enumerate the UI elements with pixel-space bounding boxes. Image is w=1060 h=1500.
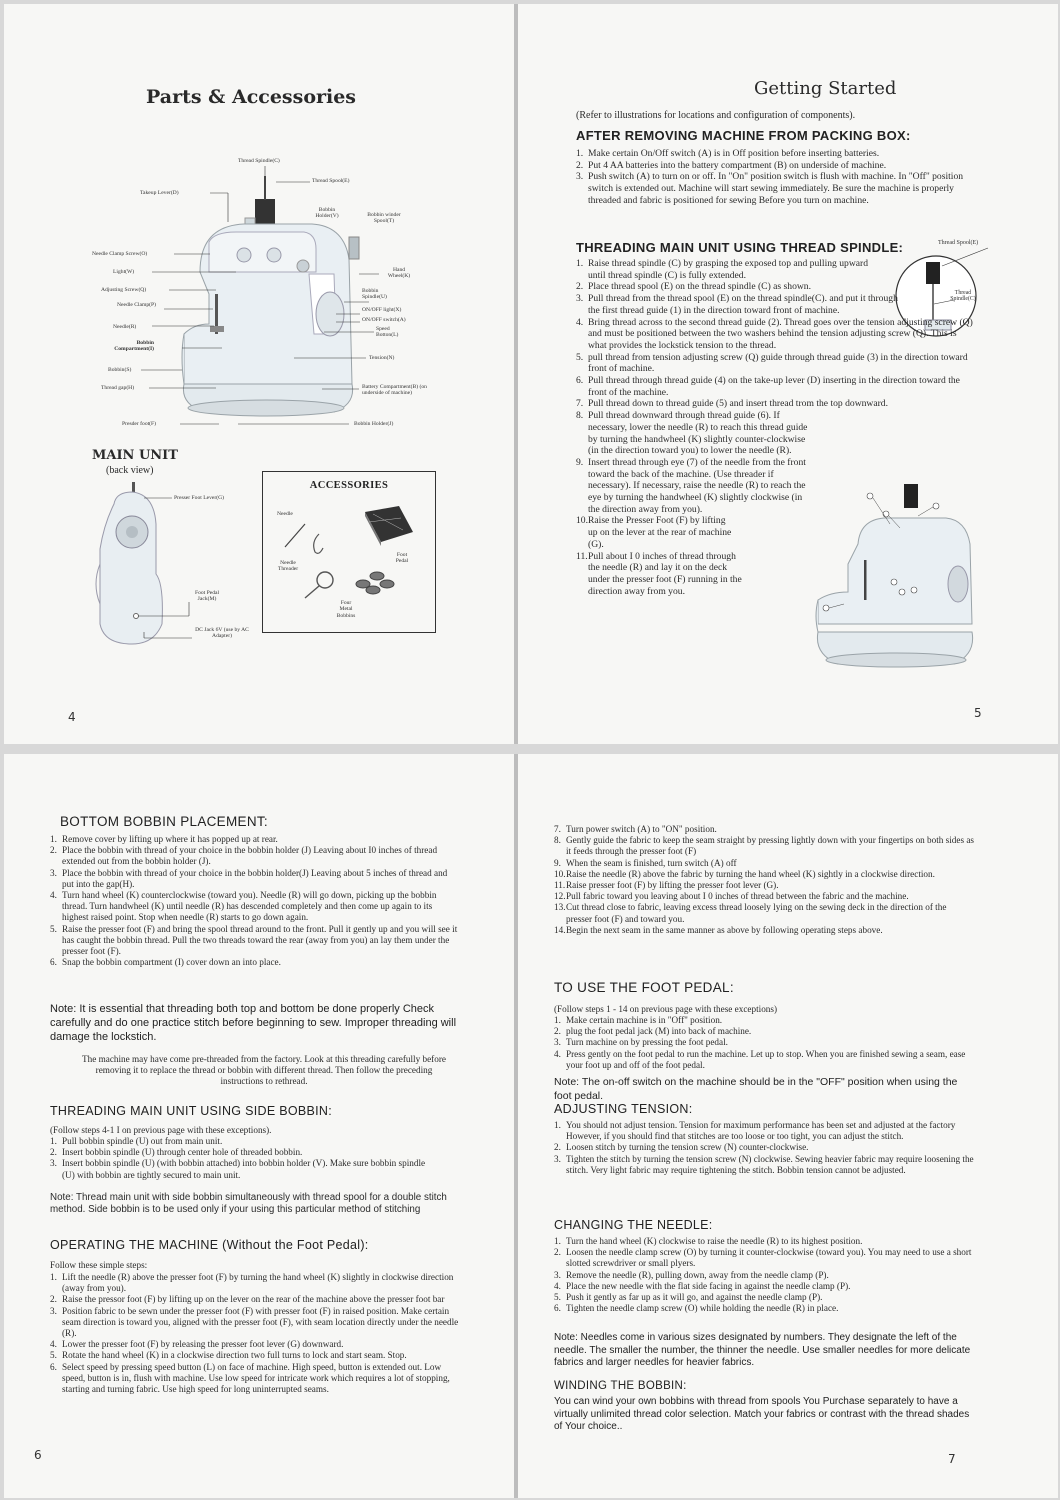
list-item: 7. Pull thread down to thread guide (5) and insert thread trom the top downward. bbox=[576, 398, 888, 410]
label-battery-compartment: Battery Compartment(B) (on underside of machine) bbox=[362, 384, 427, 397]
page-number-5: 5 bbox=[974, 706, 982, 720]
label-bobbin-winder: Bobbin winder Spool(T) bbox=[367, 212, 401, 225]
label-onoff-switch: ON/OFF switch(A) bbox=[362, 317, 406, 323]
list-item: 5. pull thread from tension adjusting screw (Q) guide through thread guide (3) in the direction toward front of machine. bbox=[576, 351, 968, 375]
section-changing-needle: CHANGING THE NEEDLE: bbox=[554, 1218, 713, 1232]
side-bobbin-note: Note: Thread main unit with side bobbin simultaneously with thread spool for a double stitch method. Side bobbin is to be used only if your using this particular method of stitching bbox=[50, 1192, 447, 1216]
list-item: 6. Select speed by pressing speed button (L) on face of machine. High speed, button is extended out. Low speed, button is in, flush with machine. Use low speed for intricate work which requires a lot of stopping, starting and turning fabric. Use high speed for long uninterrupted seams. bbox=[50, 1361, 450, 1395]
list-item: 1. Make certain machine is in "Off" position. bbox=[554, 1015, 723, 1025]
tension-steps bbox=[554, 1120, 974, 1176]
page-title: Getting Started bbox=[754, 78, 897, 99]
label-bobbin-holder-v: Bobbin Holder(V) bbox=[315, 207, 339, 220]
list-item: 2. Insert bobbin spindle (U) through center hole of threaded bobbin. bbox=[50, 1147, 303, 1158]
list-item: 3. Insert bobbin spindle (U) (with bobbin attached) into bobbin holder (V). Make sure bobbin spindle (U) with bobbin are tightly secured to main unit. bbox=[50, 1158, 426, 1180]
label-foot-pedal-jack: Foot Pedal Jack(M) bbox=[194, 590, 220, 603]
foot-pedal-intro: (Follow steps 1 - 14 on previous page with these exceptions) bbox=[554, 1004, 778, 1014]
main-unit-subtitle: (back view) bbox=[106, 465, 154, 476]
page-4 bbox=[4, 4, 514, 744]
operating-intro: Follow these simple steps: bbox=[50, 1260, 148, 1270]
main-unit-title: MAIN UNIT bbox=[92, 448, 178, 463]
label-needle-threader-acc: Needle Threader bbox=[277, 560, 299, 573]
list-item: 3. Tighten the stitch by turning the tension screw (N) clockwise. Sewing heavier fabric may require loosening the stitch. Very light fabric may require tightening the stitch. Bobbin tension cannot be adjusted. bbox=[554, 1153, 974, 1175]
list-item: 4. Turn hand wheel (K) counterclockwise (toward you). Needle (R) will go down, picking up the bobbin thread. Turn handwheel (K) until needle (R) has descended completely and then come up again to its highest raised point. Stop when needle (R) starts to go down again. bbox=[50, 890, 437, 923]
page-7 bbox=[518, 754, 1058, 1498]
list-item: 6. Tighten the needle clamp screw (O) while holding the needle (R) in place. bbox=[554, 1303, 839, 1314]
label-needle: Needle(R) bbox=[113, 324, 137, 330]
foot-pedal-note: Note: The on-off switch on the machine should be in the "OFF" position when using the foot pedal. bbox=[554, 1076, 958, 1102]
label-adjusting-screw: Adjusting Screw(Q) bbox=[101, 287, 147, 293]
label-bobbins-acc: Four Metal Bobbins bbox=[336, 600, 356, 619]
section-threading-spindle: THREADING MAIN UNIT USING THREAD SPINDLE: bbox=[576, 240, 904, 255]
list-item: 2. Loosen the needle clamp screw (O) by turning it counter-clockwise (toward you). You may need to use a short slotted screwdriver or small plyers. bbox=[554, 1247, 972, 1269]
list-item: 11. Pull about I 0 inches of thread through the needle (R) and lay it on the deck under the presser foot (F) running in the direction away from you. bbox=[576, 550, 742, 597]
list-item: 5. Push it gently as far up as it will go, and against the needle clamp (P). bbox=[554, 1292, 823, 1303]
bottom-bobbin-steps bbox=[50, 834, 460, 968]
list-item: 4. Lower the presser foot (F) by releasing the presser foot lever (G) downward. bbox=[50, 1339, 344, 1350]
list-item: 14. Begin the next seam in the same manner as above by following operating steps above. bbox=[554, 924, 883, 935]
list-item: 2. Loosen stitch by turning the tension screw (N) counter-clockwise. bbox=[554, 1142, 809, 1153]
label-hand-wheel: Hand Wheel(K) bbox=[387, 267, 411, 280]
label-bobbin-compartment: Bobbin Compartment(I) bbox=[114, 340, 154, 353]
section-bottom-bobbin: BOTTOM BOBBIN PLACEMENT: bbox=[60, 814, 268, 829]
list-item: 3. Remove the needle (R), pulling down, away from the needle clamp (P). bbox=[554, 1269, 829, 1280]
list-item: 1. You should not adjust tension. Tension for maximum performance has been set and adjusted at the factory However, if you should find that stitches are too loose or too tight, you can adjust the stitch. bbox=[554, 1120, 956, 1142]
section-after-removing: AFTER REMOVING MACHINE FROM PACKING BOX: bbox=[576, 128, 911, 143]
list-item: 10. Raise the needle (R) above the fabric by turning the hand wheel (K) sightly in a clockwise direction. bbox=[554, 868, 935, 879]
operating-steps-continued bbox=[554, 824, 974, 936]
list-item: 2. Place thread spool (E) on the thread spindle (C) as shown. bbox=[576, 281, 811, 293]
list-item: 10. Raise the Presser Foot (F) by lifting up on the lever at the rear of machine (G). bbox=[576, 515, 732, 550]
label-needle-clamp: Needle Clamp(P) bbox=[117, 302, 156, 308]
label-needle-acc: Needle bbox=[277, 511, 293, 517]
list-item: 6. Snap the bobbin compartment (I) cover down an into place. bbox=[50, 957, 281, 968]
label-presser-foot: Presder foot(F) bbox=[122, 421, 157, 427]
label-takeup-lever: Takeup Lever(D) bbox=[140, 190, 179, 196]
label-needle-clamp-screw: Needle Clamp Screw(O) bbox=[92, 251, 148, 257]
list-item: 3. Push switch (A) to turn on or off. In "On" position switch is flush with machine. In "Off" position switch is extended out. Machine will start sewing immediately. Be sure the machine is properly threaded and fabric is positioned for sewing Before you turn on machine. bbox=[576, 171, 964, 206]
list-item: 4. Bring thread across to the second thread guide (2). Thread goes over the tension adjusting screw (Q) and must be positioned between the two washers behind the tension adjusting screw (Q). This is what provides the lockstick tension to the thread. bbox=[576, 316, 973, 351]
label-bobbin-s: Bobbin(S) bbox=[108, 367, 132, 373]
page-5 bbox=[518, 4, 1058, 744]
page-title: Parts & Accessories bbox=[146, 86, 357, 108]
label-thread-spool: Thread Spool(E) bbox=[312, 178, 350, 184]
needle-steps bbox=[554, 1236, 974, 1314]
list-item: 5. Rotate the hand wheel (K) in a clockwise direction two full turns to lock and start seam. Stop. bbox=[50, 1350, 407, 1361]
list-item: 2. Put 4 AA batteries into the battery compartment (B) on underside of machine. bbox=[576, 159, 887, 171]
inset-label-spool: Thread Spool(E) bbox=[938, 240, 979, 246]
label-thread-spindle: Thread Spindle(C) bbox=[238, 158, 280, 164]
label-presser-foot-lever: Presser Foot Lever(G) bbox=[174, 495, 225, 501]
label-bobbin-holder-j: Bobbin Holder(J) bbox=[354, 421, 394, 427]
list-item: 8. Gently guide the fabric to keep the seam straight by pressing lightly down with your fingertips on both sides as it feeds through the presser foot (F) bbox=[554, 835, 975, 857]
label-onoff-light: ON/OFF light(X) bbox=[362, 307, 402, 313]
list-item: 4. Press gently on the foot pedal to run the machine. Let up to stop. When you are finished sewing a seam, ease your foot up and off of the foot pedal. bbox=[554, 1048, 966, 1070]
side-bobbin-steps bbox=[50, 1136, 430, 1181]
label-bobbin-spindle: Bobbin Spindle(U) bbox=[362, 288, 387, 301]
intro-text: (Refer to illustrations for locations and configuration of components). bbox=[576, 110, 856, 121]
list-item: 2. Raise the pressor foot (F) by lifting up on the lever on the rear of the machine above the presser foot bar bbox=[50, 1294, 445, 1305]
list-item: 1. Pull bobbin spindle (U) out from main unit. bbox=[50, 1136, 223, 1146]
accessories-title: ACCESSORIES bbox=[309, 480, 389, 491]
list-item: 2. Place the bobbin with thread of your choice in the bobbin holder (J) Leaving about I0 inches of thread extended out from the bobbin holder (J). bbox=[50, 845, 438, 867]
list-item: 4. Place the new needle with the flat side facing in against the needle clamp (P). bbox=[554, 1280, 851, 1291]
list-item: 9. Insert thread through eye (7) of the needle from the front toward the back of the machine. (Use threader if necessary). If necessary, raise the needle (R) to reach the eye by turning the handwheel (K) slightly clockwise (in the direction away from you). bbox=[576, 456, 806, 515]
winding-text: You can wind your own bobbins with thread from spools You Purchase separately to have a virtually unlimited thread color selection. Match your fabrics or contrast with the thread shades of Your choice.. bbox=[554, 1396, 970, 1432]
list-item: 1. Turn the hand wheel (K) clockwise to raise the needle (R) to its highest position. bbox=[554, 1236, 863, 1246]
list-item: 6. Pull thread through thread guide (4) on the take-up lever (D) inserting in the direction toward the front of the machine. bbox=[576, 375, 960, 398]
page-number-7: 7 bbox=[948, 1452, 956, 1466]
page-number-4: 4 bbox=[68, 710, 76, 724]
needle-note: Note: Needles come in various sizes designated by numbers. They designate the left of the needle. The smaller the number, the thinner the needle. Use smaller needles for more delicate fabrics and larger needles for heavier fabrics. bbox=[554, 1332, 971, 1368]
threading-machine-illustration bbox=[518, 4, 1058, 744]
list-item: 1. Raise thread spindle (C) by grasping the exposed top and pulling upward until thread spindle (C) is fully extended. bbox=[576, 258, 869, 281]
list-item: 1. Make certain On/Off switch (A) is in Off position before inserting batteries. bbox=[576, 148, 880, 159]
machine-back-illustration bbox=[4, 4, 514, 744]
label-tension: Tension(N) bbox=[369, 355, 395, 361]
label-light: Light(W) bbox=[113, 269, 135, 275]
section-operating: OPERATING THE MACHINE (Without the Foot Pedal): bbox=[50, 1238, 369, 1252]
label-dc-jack: DC Jack 6V (use by AC Adapter) bbox=[195, 627, 249, 640]
label-thread-gap: Thread gap(H) bbox=[101, 385, 135, 391]
list-item: 1. Lift the needle (R) above the presser foot (F) by turning the hand wheel (K) slightly in clockwise direction (away from you). bbox=[50, 1272, 454, 1294]
list-item: 3. Position fabric to be sewn under the presser foot (F) with presser foot (F) in raised position. Make certain seam direction is toward you, aligned with the presser foot (F), with seam location directly under the needle (R). bbox=[50, 1305, 459, 1339]
section-side-bobbin: THREADING MAIN UNIT USING SIDE BOBBIN: bbox=[50, 1104, 333, 1118]
page-number-6: 6 bbox=[34, 1448, 42, 1462]
section-winding-bobbin: WINDING THE BOBBIN: bbox=[554, 1380, 687, 1392]
label-foot-pedal-acc: Foot Pedal bbox=[395, 552, 409, 565]
side-bobbin-intro: (Follow steps 4-1 I on previous page with these exceptions). bbox=[50, 1125, 272, 1135]
list-item: 13. Cut thread close to fabric, leaving excess thread loosely lying on the sewing deck in the direction of the presser foot (F) and toward you. bbox=[554, 902, 947, 924]
note-threading: Note: It is essential that threading both top and bottom be done properly Check carefully and do one practice stitch before beginning to sew. Improper threading will damage the lockstich. bbox=[50, 1003, 457, 1043]
label-speed-button: Speed Botton(L) bbox=[376, 326, 399, 339]
list-item: 9. When the seam is finished, turn switch (A) off bbox=[554, 857, 737, 868]
page-6 bbox=[4, 754, 514, 1498]
list-item: 1. Remove cover by lifting up where it has popped up at rear. bbox=[50, 834, 278, 844]
list-item: 2. plug the foot pedal jack (M) into back of machine. bbox=[554, 1026, 752, 1037]
list-item: 8. Pull thread downward through thread guide (6). If necessary, lower the needle (R) to reach this thread guide by turning the handwheel (K) slightly counter-clockwise (in the direction toward you) to lower the needle (R). bbox=[576, 410, 808, 457]
accessories-box bbox=[262, 471, 436, 633]
list-item: 3. Turn machine on by pressing the foot pedal. bbox=[554, 1037, 728, 1048]
list-item: 7. Turn power switch (A) to "ON" position. bbox=[554, 824, 717, 834]
list-item: 3. Place the bobbin with thread of your choice in the bobbin holder(J) Leaving about 5 inches of thread and put into the gap(H). bbox=[50, 867, 448, 889]
list-item: 3. Pull thread from the thread spool (E) on the thread spindle(C). and put it through the first thread guide (1) in the direction toward front of machine. bbox=[576, 293, 898, 316]
section-adjusting-tension: ADJUSTING TENSION: bbox=[554, 1102, 693, 1116]
foot-pedal-steps bbox=[554, 1015, 974, 1071]
note-prethreaded: The machine may have come pre-threaded from the factory. Look at this threading carefully before removing it to replace the thread or bobbin with different thread. Then follow the preceding instructions to rethread. bbox=[82, 1054, 446, 1087]
list-item: 11. Raise presser foot (F) by lifting the presser foot lever (G). bbox=[554, 880, 779, 891]
list-item: 12. Pull fabric toward you leaving about I 0 inches of thread between the fabric and the machine. bbox=[554, 891, 909, 902]
section-foot-pedal: TO USE THE FOOT PEDAL: bbox=[554, 980, 734, 995]
inset-label-spindle: Thread Spindle(C) bbox=[950, 290, 976, 303]
operating-steps bbox=[50, 1272, 462, 1395]
list-item: 5. Raise the presser foot (F) and bring the spool thread around to the front. Pull it gently up and you will see it has caught the bobbin thread. Pull the two threads toward the rear (away from you) an lay them under the presser foot (F). bbox=[50, 923, 458, 957]
